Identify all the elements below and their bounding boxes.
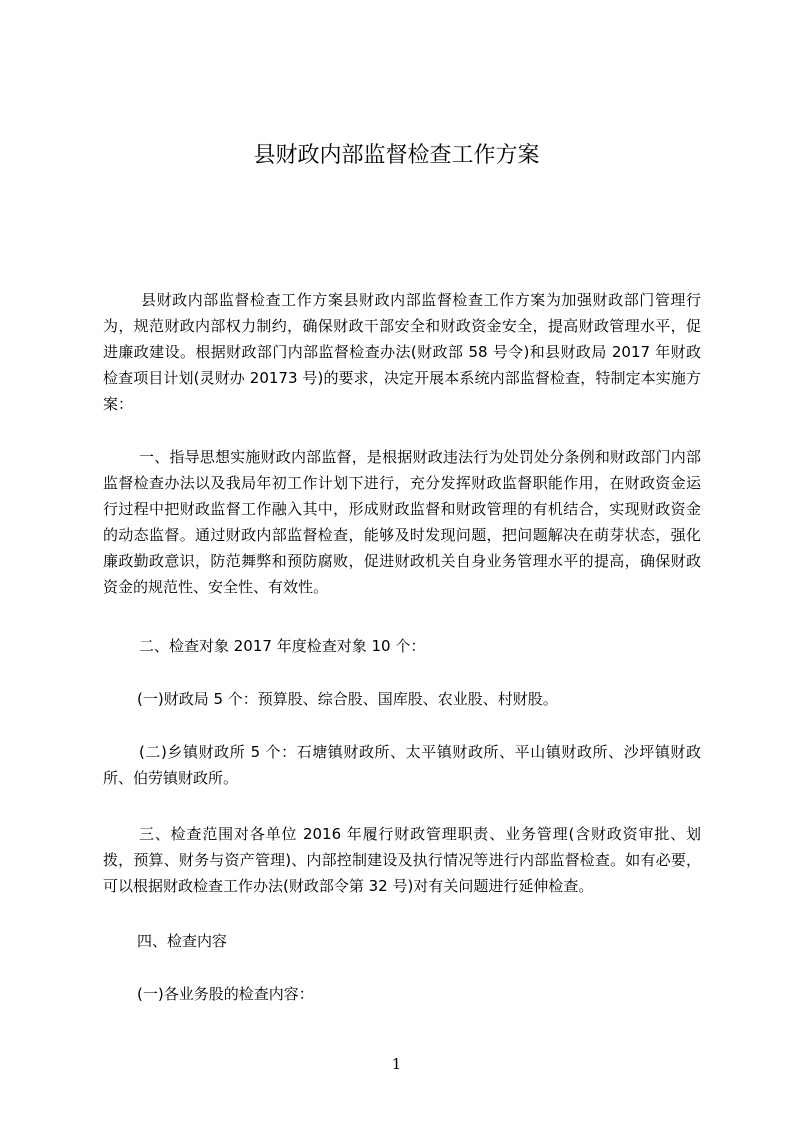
document-title: 县财政内部监督检查工作方案	[253, 143, 540, 168]
paragraph-guiding-ideology: 一、指导思想实施财政内部监督，是根据财政违法行为处罚处分条例和财政部门内部监督检查办法以及我局年初工作计划下进行，充分发挥财政监督职能作用，在财政资金运行过程中把财政监督工作融入其中，形成财政监督和财政管理的有机结合，实现财政资金的动态监督。通过财政内部监督检查，能够及时发现问题，把问题解决在萌芽状态，强化廉政勤政意识，防范舞弊和预防腐败，促进财政机关自身业务管理水平的提高，确保财政资金的规范性、安全性、有效性。	[103, 448, 701, 596]
paragraph-intro: 县财政内部监督检查工作方案县财政内部监督检查工作方案为加强财政部门管理行为，规范财政内部权力制约，确保财政干部安全和财政资金安全，提高财政管理水平，促进廉政建设。根据财政部门内部监督检查办法(财政部 58 号令)和县财政局 2017 年财政检查项目计划(灵财办 20173 号)的要求，决定开展本系统内部监督检查，特制定本实施方案：	[103, 291, 701, 413]
paragraph-inspection-targets: 二、检查对象 2017 年度检查对象 10 个：	[139, 637, 426, 655]
paragraph-finance-bureau: (一)财政局 5 个：预算股、综合股、国库股、农业股、村财股。	[137, 690, 558, 708]
paragraph-inspection-content: 四、检查内容	[137, 932, 228, 950]
page-number: 1	[391, 1055, 402, 1073]
paragraph-inspection-scope: 三、检查范围对各单位 2016 年履行财政管理职责、业务管理(含财政资审批、划拨，预算、财务与资产管理)、内部控制建设及执行情况等进行内部监督检查。如有必要，可以根据财政检查工作办法(财政部令第 32 号)对有关问题进行延伸检查。	[103, 825, 701, 895]
paragraph-township-offices: (二)乡镇财政所 5 个：石塘镇财政所、太平镇财政所、平山镇财政所、沙坪镇财政所、伯劳镇财政所。	[103, 743, 701, 787]
paragraph-department-content: (一)各业务股的检查内容：	[137, 985, 314, 1003]
